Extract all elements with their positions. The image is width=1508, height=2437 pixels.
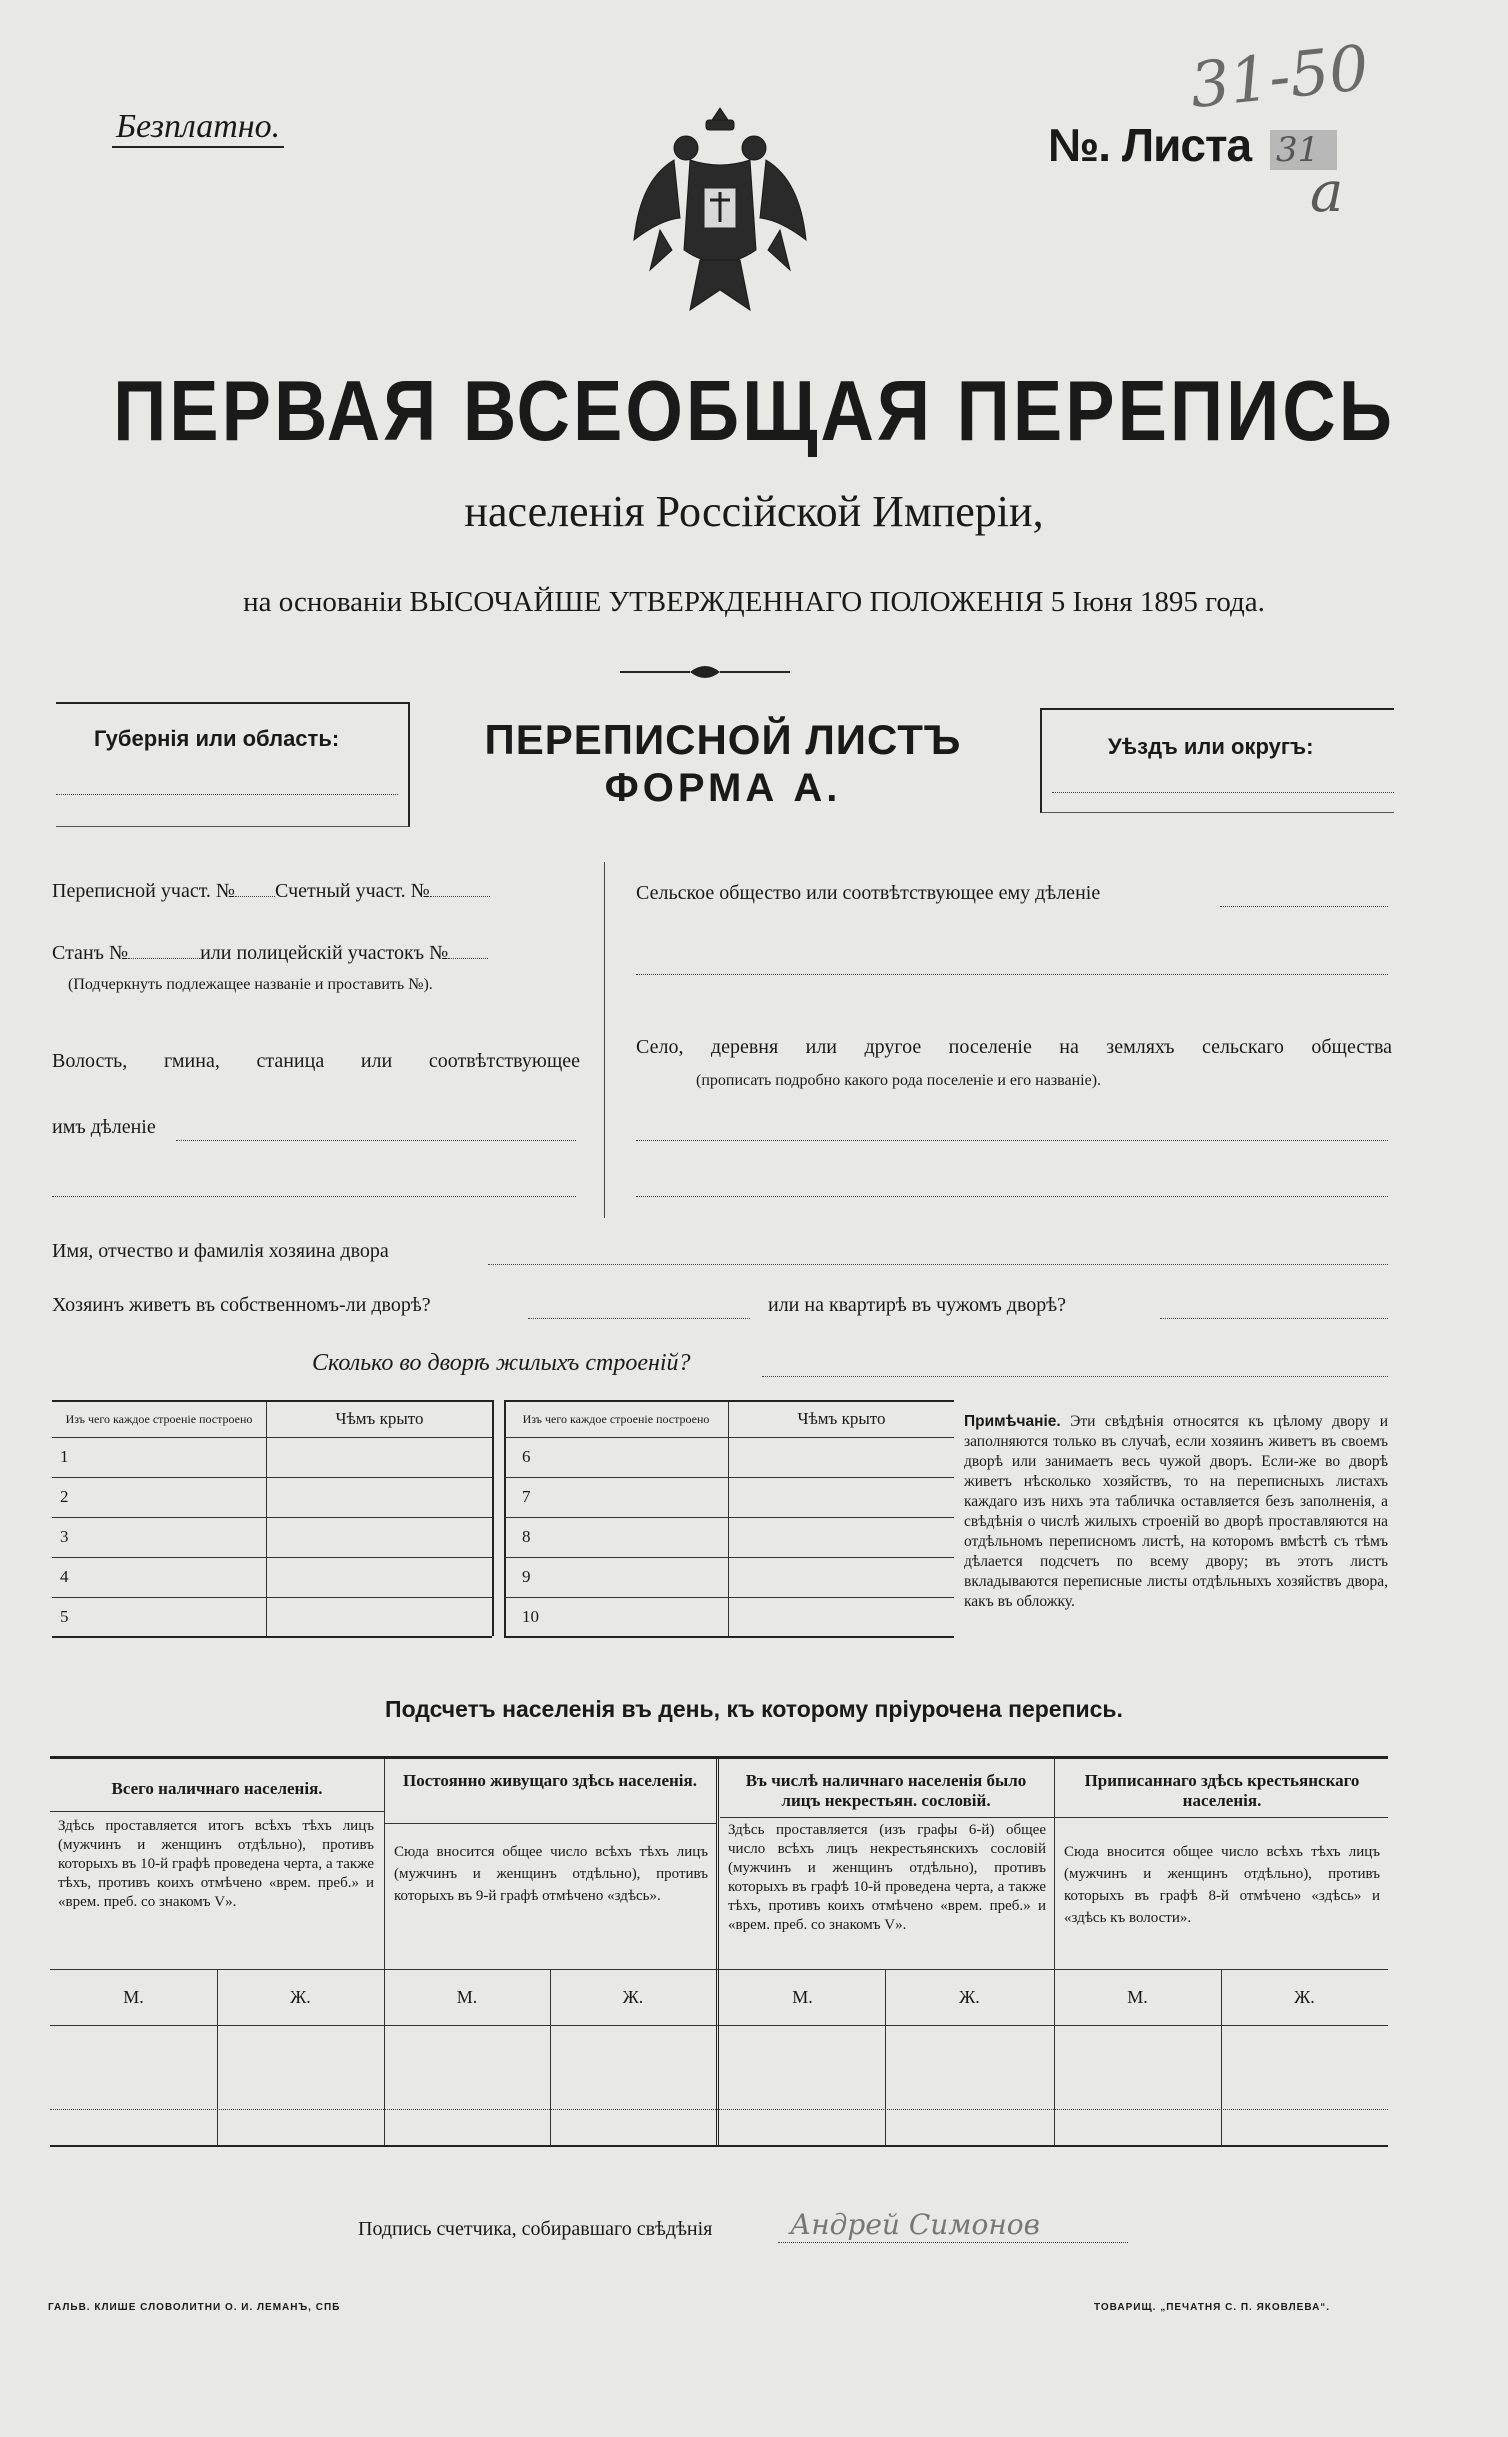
male-label: М. (456, 1987, 478, 2007)
row-label: 2 (52, 1477, 267, 1517)
volost-label: Волость, гмина, станица или соотвѣтствующее (52, 1050, 580, 1072)
count-col-rule (1054, 1817, 1388, 1818)
mf-value-rule (50, 2109, 1388, 2110)
printer-left: ГАЛЬВ. КЛИШЕ СЛОВОЛИТНИ О. И. ЛЕМАНЪ, СПБ (48, 2302, 341, 2313)
village-note: (прописать подробно какого рода поселеніе и его названіе). (696, 1072, 1102, 1089)
female-label: Ж. (1294, 1987, 1315, 2007)
owner-rent-label: или на квартирѣ въ чужомъ дворѣ? (768, 1294, 1067, 1316)
uezd-field[interactable] (1052, 792, 1394, 793)
form-label: ФОРМА А. (604, 766, 842, 810)
volost-field[interactable] (176, 1140, 576, 1141)
page-subtitle: населенія Россійской Имперіи, (464, 487, 1044, 536)
female-label: Ж. (959, 1987, 980, 2007)
owner-name-field[interactable] (488, 1264, 1388, 1265)
signature-field[interactable] (778, 2242, 1128, 2243)
stan-field[interactable] (128, 958, 200, 959)
row-label: 6 (504, 1437, 729, 1477)
mf-row-bottom (50, 2025, 1388, 2026)
roof-cell[interactable] (729, 1597, 955, 1637)
roof-cell[interactable] (729, 1437, 955, 1477)
village-label: Село, деревня или другое поселеніе на земляхъ сельскаго общества (636, 1036, 1392, 1058)
census-plot-field[interactable] (235, 896, 275, 897)
stan-fields (52, 942, 572, 965)
note-block (964, 1412, 1388, 1612)
row-label: 8 (504, 1517, 729, 1557)
female-count-cell[interactable] (885, 2027, 1054, 2107)
village-field-2[interactable] (636, 1196, 1388, 1197)
volost-field-2[interactable] (52, 1196, 576, 1197)
female-label: Ж. (290, 1987, 311, 2007)
count-plot-field[interactable] (430, 896, 490, 897)
row-label: 4 (52, 1557, 267, 1597)
volost-label-2: имъ дѣленіе (52, 1116, 156, 1138)
sheet-title: ПЕРЕПИСНОЙ ЛИСТЪ (484, 716, 962, 763)
male-label: М. (792, 1987, 813, 2007)
count-col-rule (384, 1823, 716, 1824)
female-count-cell[interactable] (217, 2027, 384, 2107)
gubernia-label: Губернія или область: (94, 726, 340, 751)
signature: Андрей Симонов (790, 2208, 1040, 2241)
col-material-header: Изъ чего каждое строеніе построено (504, 1401, 729, 1437)
owner-lives-field[interactable] (528, 1318, 750, 1319)
handwritten-range: 31-50 (1186, 30, 1373, 123)
gubernia-box (56, 702, 410, 827)
free-label: Безплатно. (112, 108, 284, 148)
uezd-label: Уѣздъ или округъ: (1108, 734, 1314, 759)
sheet-number-label (1048, 118, 1251, 172)
buildings-count-field[interactable] (762, 1376, 1388, 1377)
buildings-question: Сколько во дворѣ жилыхъ строеній? (312, 1350, 691, 1376)
column-divider (604, 862, 605, 1218)
female-count-cell[interactable] (550, 2027, 716, 2107)
male-count-cell[interactable] (50, 2027, 217, 2107)
buildings-table-left (52, 1400, 492, 1638)
handwritten-mark: a (1310, 160, 1344, 225)
underline-note: (Подчеркнуть подлежащее названіе и проставить №). (68, 976, 433, 993)
roof-cell[interactable] (267, 1437, 493, 1477)
note-text: Эти свѣдѣнія относятся къ цѣлому двору и заполняются только въ случаѣ, если хозяинъ живетъ въ своемъ дворѣ или занимаетъ весь чужой дворъ. Если-же во дворѣ живетъ нѣсколько хозяйствъ, то на переписныхъ листахъ каждаго изъ нихъ эта табличка оставляется безъ заполненія, а свѣдѣнія о числѣ жилыхъ строеній во дворѣ проставляются на отдѣльномъ переписномъ листѣ, на которомъ вмѣстѣ съ тѣмъ дѣлается подсчетъ по всему двору; въ этотъ листъ вкладываются переписные листы отдѣльныхъ хозяйствъ двора, какъ въ обложку. (964, 1413, 1389, 1610)
double-headed-eagle-emblem (620, 100, 820, 330)
bleed-through-text (960, 190, 1390, 222)
row-label: 5 (52, 1597, 267, 1637)
buildings-table-right (504, 1400, 954, 1638)
count-col-title: Въ числѣ наличнаго населенія было лицъ некрестьян. сословій. (745, 1771, 1027, 1810)
plot-fields (52, 880, 572, 903)
roof-cell[interactable] (267, 1597, 493, 1637)
rural-society-field[interactable] (1220, 906, 1388, 907)
sheet-number-value: 31 (1270, 130, 1337, 170)
roof-cell[interactable] (267, 1517, 493, 1557)
count-heading: Подсчетъ населенія въ день, къ которому пріурочена перепись. (385, 1696, 1123, 1722)
count-col-rule (720, 1817, 1054, 1818)
count-col-desc: Сюда вносится общее число всѣхъ тѣхъ лицъ (мужчинъ и женщинъ отдѣльно), противъ которыхъ въ 9-й графѣ отмѣчено «здѣсь». (394, 1844, 708, 1904)
village-field[interactable] (636, 1140, 1388, 1141)
police-field[interactable] (448, 958, 488, 959)
row-label: 3 (52, 1517, 267, 1557)
row-label: 7 (504, 1477, 729, 1517)
row-label: 9 (504, 1557, 729, 1597)
stan-label: Станъ № (52, 942, 129, 964)
sheet-label-text: №. Листа (1048, 119, 1252, 171)
female-label: Ж. (622, 1987, 644, 2007)
roof-cell[interactable] (729, 1477, 955, 1517)
census-plot-label: Переписной участ. № (52, 880, 236, 902)
male-count-cell[interactable] (720, 2027, 885, 2107)
count-col-rule (50, 1811, 384, 1812)
mf-row-top (50, 1969, 1388, 1970)
sheet-title-box (408, 706, 1038, 824)
count-divider (716, 1759, 719, 2145)
uezd-box (1040, 708, 1394, 813)
police-label: или полицейскій участокъ № (200, 942, 449, 964)
note-title: Примѣчаніе. (964, 1413, 1061, 1430)
count-col-desc: Здѣсь проставляется (изъ графы 6-й) общее число всѣхъ лицъ некрестьянскихъ сословій (мужчинъ и женщинъ отдѣльно), противъ которыхъ въ графѣ 10-й проведена черта, а также тѣхъ, противъ коихъ отмѣчено «врем. преб.» и «врем. преб. со знакомъ V». (728, 1822, 1046, 1933)
count-col-title: Всего наличнаго населенія. (111, 1779, 323, 1798)
male-count-cell[interactable] (1054, 2027, 1221, 2107)
row-label: 1 (52, 1437, 267, 1477)
count-col-desc: Здѣсь проставляется итогъ всѣхъ тѣхъ лицъ (мужчинъ и женщинъ отдѣльно), противъ которыхъ въ 10-й графѣ проведена черта, а также тѣхъ, противъ коихъ отмѣчено «врем. преб.» и «врем. преб. со знакомъ V». (58, 1818, 374, 1910)
owner-name-label: Имя, отчество и фамилія хозяина двора (52, 1240, 389, 1262)
roof-cell[interactable] (267, 1557, 493, 1597)
owner-rent-field[interactable] (1160, 1318, 1388, 1319)
rural-society-label: Сельское общество или соотвѣтствующее ему дѣленіе (636, 882, 1101, 904)
row-label: 10 (504, 1597, 729, 1637)
male-label: М. (1127, 1987, 1148, 2007)
female-count-cell[interactable] (1221, 2027, 1388, 2107)
count-col-desc: Сюда вносится общее число всѣхъ тѣхъ лицъ (мужчинъ и женщинъ отдѣльно), противъ которыхъ въ графѣ 8-й отмѣчено «здѣсь» и «здѣсь къ волости». (1064, 1844, 1380, 1926)
count-col-title: Приписаннаго здѣсь крестьянскаго населенія. (1084, 1771, 1360, 1810)
ornament-divider (620, 660, 790, 684)
legal-basis: на основаніи ВЫСОЧАЙШЕ УТВЕРЖДЕННАГО ПОЛОЖЕНІЯ 5 Іюня 1895 года. (243, 586, 1265, 618)
owner-lives-label: Хозяинъ живетъ въ собственномъ-ли дворѣ? (52, 1294, 431, 1316)
col-roof-header: Чѣмъ крыто (267, 1401, 493, 1437)
signature-label: Подпись счетчика, собиравшаго свѣдѣнія (358, 2218, 713, 2240)
printer-right: ТОВАРИЩ. „ПЕЧАТНЯ С. П. ЯКОВЛЕВА“. (1094, 2302, 1331, 2313)
col-material-header: Изъ чего каждое строеніе построено (52, 1401, 267, 1437)
count-table (50, 1756, 1388, 2147)
roof-cell[interactable] (729, 1557, 955, 1597)
count-col-title: Постоянно живущаго здѣсь населенія. (403, 1771, 697, 1790)
gubernia-field[interactable] (56, 794, 398, 795)
col-roof-header: Чѣмъ крыто (729, 1401, 955, 1437)
roof-cell[interactable] (729, 1517, 955, 1557)
male-count-cell[interactable] (384, 2027, 550, 2107)
rural-society-field-2[interactable] (636, 974, 1388, 975)
roof-cell[interactable] (267, 1477, 493, 1517)
male-label: М. (123, 1987, 144, 2007)
page-title: ПЕРВАЯ ВСЕОБЩАЯ ПЕРЕПИСЬ (113, 362, 1395, 459)
count-plot-label: Счетный участ. № (275, 880, 430, 902)
